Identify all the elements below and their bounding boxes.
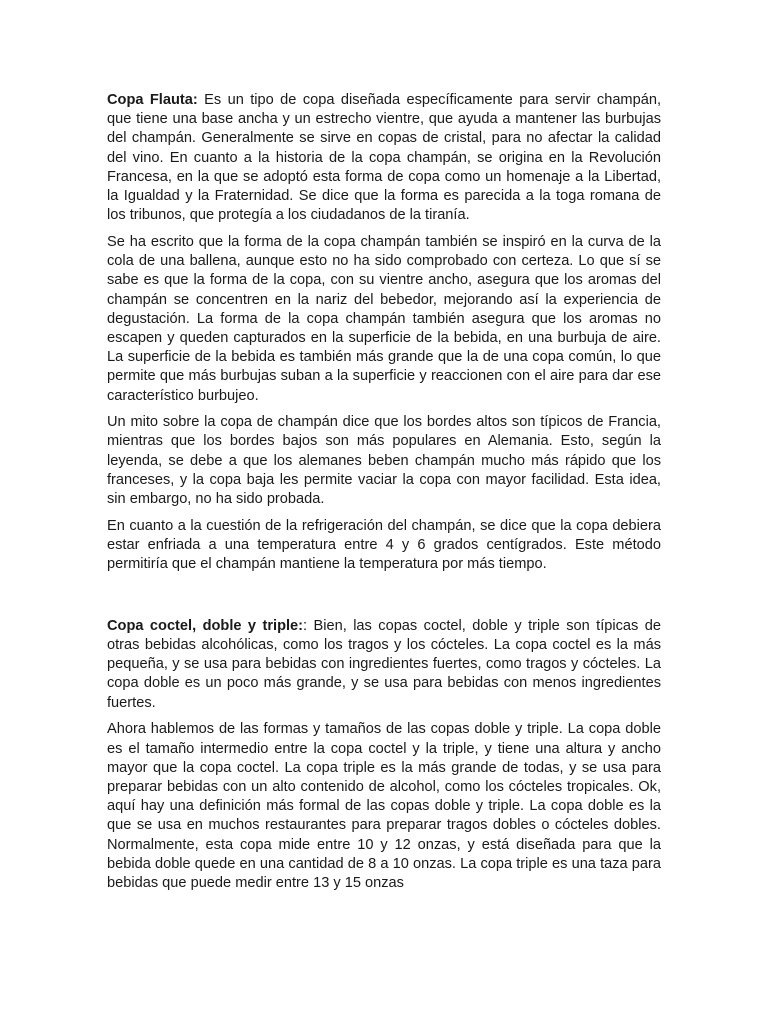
section-heading: Copa coctel, doble y triple: (107, 617, 304, 634)
paragraph: Se ha escrito que la forma de la copa champán también se inspiró en la curva de la cola de una ballena, aunque esto no ha sido comprobado con certeza. Lo que sí se sabe es que la forma de la copa, con su vientre ancho, asegura que los aromas del champán se concentren en la nariz del bebedor, mejorando así la experiencia de degustación. La forma de la copa champán también asegura que los aromas no escapen y queden capturados en la superficie de la bebida, en una burbuja de aire. La superficie de la bebida es también más grande que la de una copa común, lo que permite que más burbujas suban a la superficie y reaccionen con el aire para dar ese característico burbujeo. (107, 233, 661, 404)
paragraph-text: : Bien, las copas coctel, doble y triple son típicas de otras bebidas alcohólicas, como los tragos y los cócteles. La copa coctel es la más pequeña, y se usa para bebidas con ingredientes fuertes, como tragos y cócteles. La copa doble es un poco más grande, y se usa para bebidas con menos ingredientes fuertes. (107, 617, 661, 711)
document-page (107, 91, 661, 901)
paragraph: Ahora hablemos de las formas y tamaños de las copas doble y triple. La copa doble es el tamaño intermedio entre la copa coctel y la triple, y tiene una altura y ancho mayor que la copa coctel. La copa triple es la más grande de todas, y se usa para preparar bebidas con un alto contenido de alcohol, como los cócteles tropicales. Ok, aquí hay una definición más formal de las copas doble y triple. La copa doble es la que se usa en muchos restaurantes para preparar tragos dobles o cócteles dobles. Normalmente, esta copa mide entre 10 y 12 onzas, y está diseñada para que la bebida doble quede en una cantidad de 8 a 10 onzas. La copa triple es una taza para bebidas que puede medir entre 13 y 15 onzas (107, 721, 661, 892)
paragraph (107, 617, 661, 713)
paragraph: Un mito sobre la copa de champán dice que los bordes altos son típicos de Francia, mientras que los bordes bajos son más populares en Alemania. Esto, según la leyenda, se debe a que los alemanes beben champán mucho más rápido que los franceses, y la copa baja les permite vaciar la copa con mayor facilidad. Esta idea, sin embargo, no ha sido probada. (107, 414, 661, 508)
section-spacer (107, 582, 661, 617)
section-copa-coctel (107, 617, 661, 893)
section-copa-flauta (107, 91, 661, 574)
paragraph (107, 91, 661, 225)
section-heading: Copa Flauta: (107, 92, 198, 108)
paragraph-text: Es un tipo de copa diseñada específicamente para servir champán, que tiene una base ancha y un estrecho vientre, que ayuda a mantener las burbujas del champán. Generalmente se sirve en copas de cristal, para no afectar la calidad del vino. En cuanto a la historia de la copa champán, se origina en la Revolución Francesa, en la que se adoptó esta forma de copa como un homenaje a la Libertad, la Igualdad y la Fraternidad. Se dice que la forma es parecida a la toga romana de los tribunos, que protegía a los ciudadanos de la tiranía. (107, 92, 661, 224)
paragraph: En cuanto a la cuestión de la refrigeración del champán, se dice que la copa debiera estar enfriada a una temperatura entre 4 y 6 grados centígrados. Este método permitiría que el champán mantiene la temperatura por más tiempo. (107, 517, 661, 573)
